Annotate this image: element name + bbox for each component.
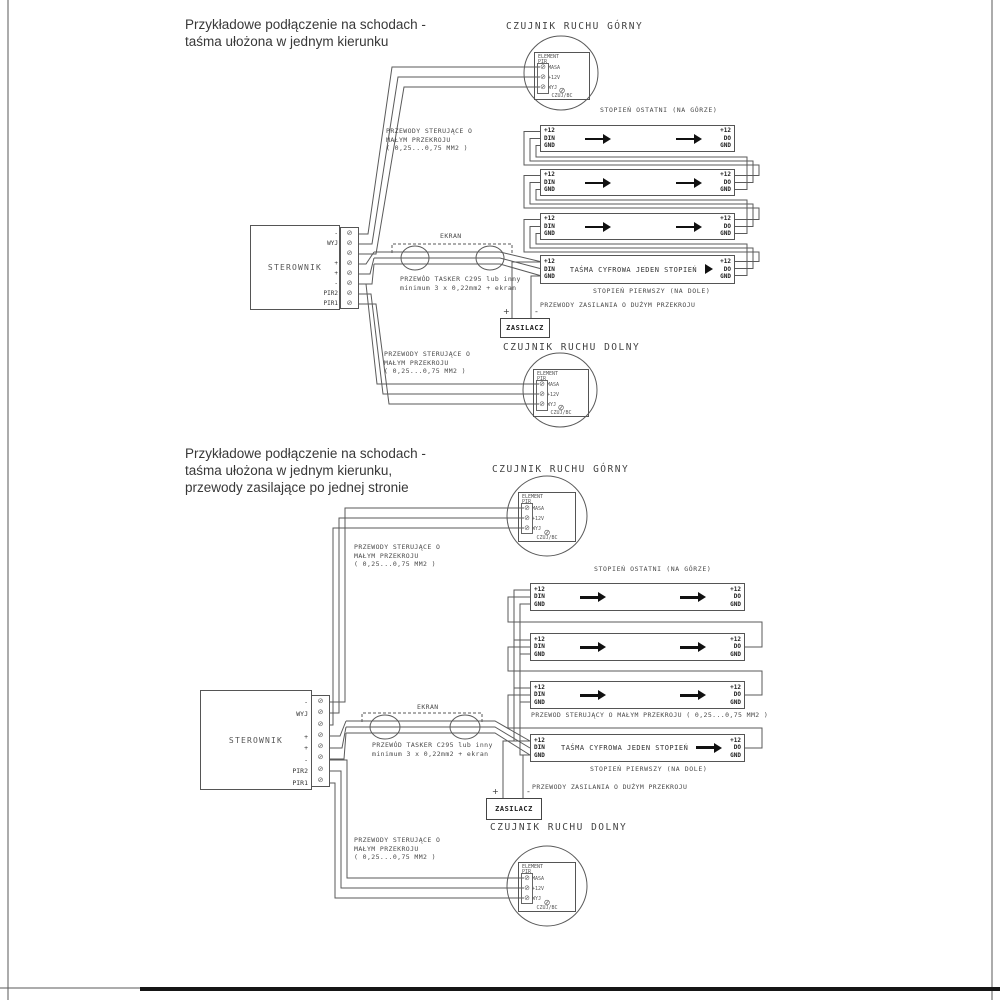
screw-terminal-icon: ⊘ (317, 708, 324, 717)
direction-arrow (676, 182, 694, 185)
d1-step-first-label: STOPIEŃ PIERWSZY (NA DOLE) (593, 287, 711, 295)
terminal-label: MASA (532, 875, 545, 882)
screw-terminal-icon: ⊘ (524, 884, 530, 892)
d2-psu-plus: + (492, 787, 499, 796)
psu-label: ZASILACZ (495, 805, 533, 813)
direction-arrow (676, 138, 694, 141)
screw-terminal-icon: ⊘ (524, 514, 530, 522)
direction-arrow (680, 694, 698, 697)
terminal-label: WYJ (327, 240, 338, 247)
d1-sensor-top-label: CZUJNIK RUCHU GÓRNY (506, 21, 644, 32)
terminal-label: WYJ (532, 525, 542, 532)
screw-terminal-icon: ⊘ (346, 288, 353, 297)
sensor-header: ELEMENT PIR (538, 54, 560, 65)
buzzer-label: CZUJ/BC (551, 93, 573, 99)
terminal-label (292, 249, 338, 259)
terminal-label (258, 720, 308, 732)
psu-label: ZASILACZ (506, 324, 544, 332)
d1-power-wires-label: PRZEWODY ZASILANIA O DUŻYM PRZEKROJU (540, 301, 696, 309)
buzzer-icon: ⊘ (557, 403, 565, 412)
direction-arrow (580, 694, 598, 697)
terminal-label: - (304, 755, 308, 764)
strip-output-pins: +12 DO GND (720, 127, 731, 149)
sensor-terminal-row (522, 505, 544, 512)
terminal-label: WYJ (296, 709, 308, 718)
sensor-header: ELEMENT PIR (537, 371, 559, 382)
d1-psu-plus: + (503, 307, 510, 316)
d1-ekran-label: EKRAN (440, 232, 462, 240)
d2-led-strip-1-first-step (530, 734, 745, 762)
screw-terminal-icon: ⊘ (346, 298, 353, 307)
screw-terminal-icon: ⊘ (524, 874, 530, 882)
strip-output-pins: +12 DO GND (720, 215, 731, 237)
terminal-label: +12V (547, 391, 560, 398)
screw-terminal-icon: ⊘ (524, 894, 530, 902)
d2-led-strip-4 (530, 583, 745, 611)
sensor-terminal-row (537, 391, 559, 398)
d1-psu-minus: - (535, 307, 538, 316)
sensor-header: ELEMENT PIR (522, 494, 544, 505)
d2-controller-terminal-labels (258, 697, 308, 789)
sensor-buzzer (535, 84, 589, 99)
screw-terminal-icon: ⊘ (346, 258, 353, 267)
screw-terminal-icon: ⊘ (346, 238, 353, 247)
sensor-buzzer (519, 529, 575, 541)
strip-output-pins: +12 DO GND (720, 257, 731, 281)
terminal-label: PIR2 (292, 767, 308, 775)
sensor-terminal-row (537, 381, 559, 388)
diagram1-title (185, 16, 426, 50)
strip-input-pins: +12 DIN GND (534, 585, 545, 608)
sensor-buzzer (534, 401, 588, 416)
controller-label: STEROWNIK (228, 735, 284, 745)
terminal-label: PIR2 (323, 290, 338, 297)
terminal-label: PIR1 (323, 300, 338, 307)
strip-input-pins: +12 DIN GND (544, 127, 555, 149)
terminal-label: PIR1 (292, 778, 308, 787)
d1-power-supply (500, 318, 550, 338)
buzzer-label: CZUJ/BC (536, 535, 558, 541)
screw-terminal-icon: ⊘ (524, 504, 530, 512)
screw-terminal-icon: ⊘ (346, 228, 353, 237)
direction-arrow (676, 226, 694, 229)
terminal-label: +12V (548, 74, 561, 81)
terminal-label: MASA (547, 381, 560, 388)
terminal-label: MASA (548, 64, 561, 71)
screw-terminal-icon: ⊘ (524, 524, 530, 532)
tape-one-step-caption: TAŚMA CYFROWA JEDEN STOPIEŃ (561, 735, 714, 761)
buzzer-icon: ⊘ (543, 898, 551, 907)
terminal-label: WYJ (548, 84, 558, 91)
sensor-terminal-row (538, 74, 560, 81)
terminal-label: WYJ (532, 895, 542, 902)
d1-led-strip-2 (540, 213, 735, 240)
title-line: przewody zasilające po jednej stronie (185, 480, 409, 495)
strip-input-pins: +12 DIN GND (544, 257, 555, 281)
d1-sensor-bottom-label: CZUJNIK RUCHU DOLNY (503, 342, 641, 353)
terminal-label: + (334, 270, 338, 277)
terminal-label: WYJ (547, 401, 557, 408)
diagram2-title (185, 445, 426, 496)
terminal-label: - (334, 230, 338, 237)
strip-input-pins: +12 DIN GND (544, 215, 555, 237)
screw-terminal-icon: ⊘ (317, 753, 324, 762)
strip-output-pins: +12 DO GND (730, 736, 741, 759)
screw-terminal-icon: ⊘ (540, 63, 546, 71)
d2-control-wires-note-top: PRZEWODY STERUJĄCE O MAŁYM PRZEKROJU ( 0,25...0,75 MM2 ) (354, 543, 441, 568)
strip-output-pins: +12 DO GND (720, 171, 731, 193)
screw-terminal-icon: ⊘ (317, 730, 324, 739)
d2-cable-note: PRZEWÓD TASKER C295 lub inny minimum 3 x 0,22mm2 + ekran (372, 741, 493, 758)
d1-sensor-bottom-box (533, 369, 589, 417)
d2-step-first-label: STOPIEŃ PIERWSZY (NA DOLE) (590, 765, 708, 773)
terminal-label: + (334, 260, 338, 267)
d1-led-strip-3 (540, 169, 735, 196)
buzzer-label: CZUJ/BC (550, 410, 572, 416)
terminal-label: +12V (532, 885, 545, 892)
direction-arrow (580, 646, 598, 649)
buzzer-icon: ⊘ (543, 528, 551, 537)
d2-psu-minus: - (527, 787, 530, 796)
terminal-label: - (304, 698, 308, 706)
d1-led-strip-4 (540, 125, 735, 152)
direction-arrow (585, 138, 603, 141)
d2-power-wires-label: PRZEWODY ZASILANIA O DUŻYM PRZEKROJU (532, 783, 688, 791)
d1-controller-terminal-strip (340, 227, 359, 309)
direction-arrow (696, 746, 714, 749)
screw-terminal-icon: ⊘ (346, 248, 353, 257)
d2-led-strip-3 (530, 633, 745, 661)
d1-sensor-top-box (534, 52, 590, 100)
title-line: Przykładowe podłączenie na schodach - (185, 446, 426, 461)
d2-sensor-bottom-box (518, 862, 576, 912)
screw-terminal-icon: ⊘ (539, 390, 545, 398)
d2-sensor-top-label: CZUJNIK RUCHU GÓRNY (492, 464, 630, 475)
d1-control-wires-note-top: PRZEWODY STERUJĄCE O MAŁYM PRZEKROJU ( 0,25...0,75 MM2 ) (386, 127, 473, 152)
title-line: Przykładowe podłączenie na schodach - (185, 17, 426, 32)
d1-led-strip-1-first-step (540, 255, 735, 284)
d2-step-last-label: STOPIEŃ OSTATNI (NA GÓRZE) (594, 565, 712, 573)
d1-controller-terminal-labels (292, 229, 338, 309)
screw-terminal-icon: ⊘ (317, 742, 324, 751)
screw-terminal-icon: ⊘ (317, 764, 324, 773)
sensor-terminal-row (522, 515, 544, 522)
strip-input-pins: +12 DIN GND (544, 171, 555, 193)
d2-ekran-label: EKRAN (417, 703, 439, 711)
page-bottom-bar (140, 987, 1000, 991)
strip-output-pins: +12 DO GND (730, 585, 741, 608)
screw-terminal-icon: ⊘ (317, 697, 324, 706)
direction-arrow (680, 646, 698, 649)
screw-terminal-icon: ⊘ (346, 278, 353, 287)
d2-power-supply (486, 798, 542, 820)
screw-terminal-icon: ⊘ (317, 719, 324, 728)
d1-cable-note: PRZEWÓD TASKER C295 lub inny minimum 3 x 0,22mm2 + ekran (400, 275, 521, 292)
terminal-label: + (304, 732, 308, 741)
strip-output-pins: +12 DO GND (730, 683, 741, 706)
screw-terminal-icon: ⊘ (539, 400, 545, 408)
d2-inline-control-wire-label: PRZEWOD STERUJĄCY O MAŁYM PRZEKROJU ( 0,25...0,75 MM2 ) (531, 711, 769, 719)
d2-sensor-top-box (518, 492, 576, 542)
d2-control-wires-note-bottom: PRZEWODY STERUJĄCE O MAŁYM PRZEKROJU ( 0,25...0,75 MM2 ) (354, 836, 441, 861)
terminal-label: - (334, 280, 338, 287)
direction-arrow (680, 596, 698, 599)
terminal-label: +12V (532, 515, 545, 522)
strip-output-pins: +12 DO GND (730, 635, 741, 658)
screw-terminal-icon: ⊘ (317, 775, 324, 784)
direction-arrow (585, 182, 603, 185)
title-line: taśma ułożona w jednym kierunku (185, 34, 389, 49)
sensor-terminal-row (522, 875, 544, 882)
sensor-buzzer (519, 899, 575, 911)
sensor-header: ELEMENT PIR (522, 864, 544, 875)
direction-arrow (585, 226, 603, 229)
strip-input-pins: +12 DIN GND (534, 683, 545, 706)
strip-input-pins: +12 DIN GND (534, 736, 545, 759)
strip-input-pins: +12 DIN GND (534, 635, 545, 658)
sensor-terminal-row (538, 64, 560, 71)
screw-terminal-icon: ⊘ (540, 83, 546, 91)
screw-terminal-icon: ⊘ (540, 73, 546, 81)
sensor-terminal-row (522, 885, 544, 892)
d2-controller-terminal-strip (311, 695, 330, 787)
tape-one-step-caption: TAŚMA CYFROWA JEDEN STOPIEŃ (569, 265, 698, 274)
terminal-label: MASA (532, 505, 545, 512)
d1-step-last-label: STOPIEŃ OSTATNI (NA GÓRZE) (600, 106, 718, 114)
buzzer-label: CZUJ/BC (536, 905, 558, 911)
terminal-label: + (304, 744, 308, 752)
buzzer-icon: ⊘ (558, 86, 566, 95)
title-line: taśma ułożona w jednym kierunku, (185, 463, 393, 478)
screw-terminal-icon: ⊘ (539, 380, 545, 388)
controller-label: STEROWNIK (267, 263, 323, 272)
direction-arrow (580, 596, 598, 599)
d2-sensor-bottom-label: CZUJNIK RUCHU DOLNY (490, 822, 628, 833)
d2-led-strip-2 (530, 681, 745, 709)
screw-terminal-icon: ⊘ (346, 268, 353, 277)
d1-control-wires-note-bottom: PRZEWODY STERUJĄCE O MAŁYM PRZEKROJU ( 0,25...0,75 MM2 ) (384, 350, 471, 375)
